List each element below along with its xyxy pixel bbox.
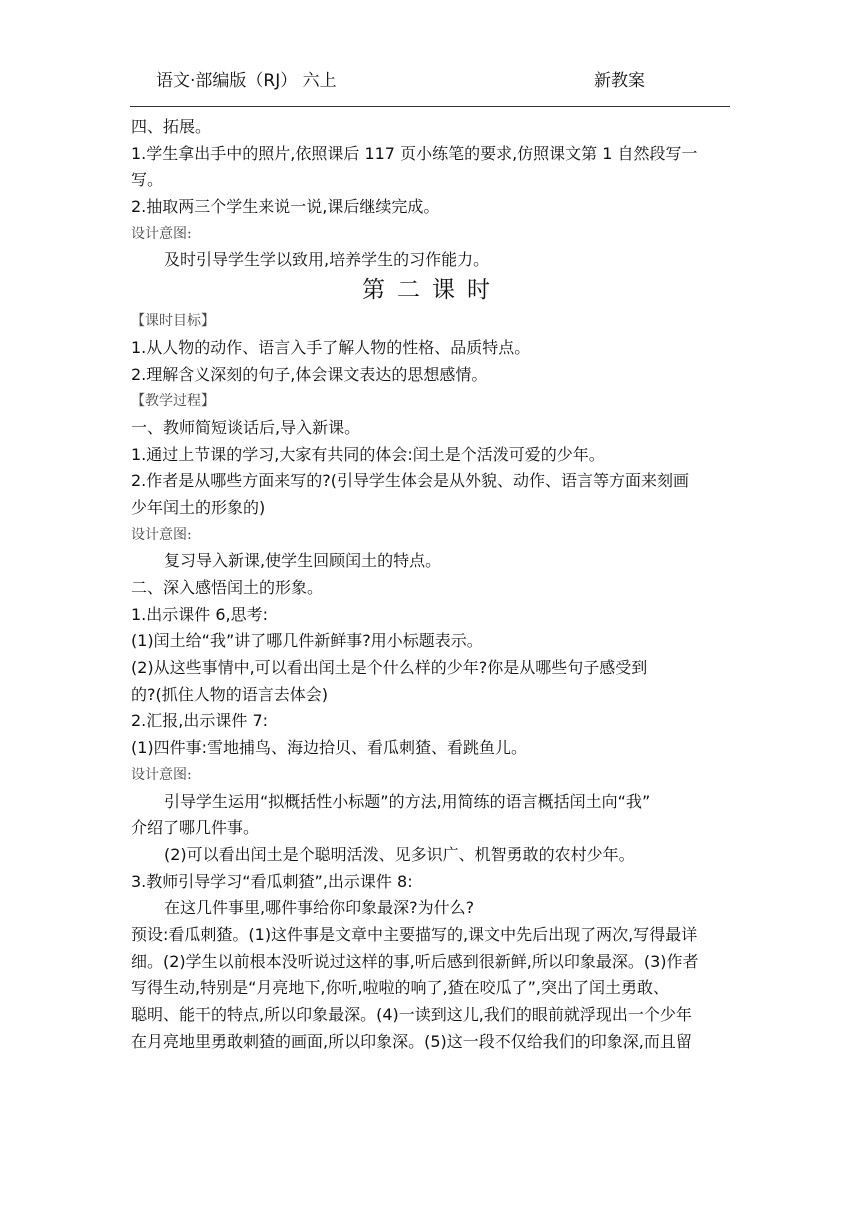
text-line: 细。(2)学生以前根本没听说过这样的事,听后感到很新鲜,所以印象最深。(3)作者 bbox=[131, 951, 699, 971]
header-doc-type: 新教案 bbox=[594, 71, 645, 91]
section-title: 第二课时 bbox=[362, 277, 502, 304]
text-line: 预设:看瓜刺猹。(1)这件事是文章中主要描写的,课文中先后出现了两次,写得最详 bbox=[131, 924, 698, 944]
text-line: 2.作者是从哪些方面来写的?(引导学生体会是从外貌、动作、语言等方面来刻画 bbox=[131, 471, 690, 491]
section-label: 设计意图: bbox=[131, 766, 192, 783]
text-line: 及时引导学生学以致用,培养学生的习作能力。 bbox=[164, 250, 490, 270]
text-line: 介绍了哪几件事。 bbox=[131, 818, 260, 838]
text-line: 2.汇报,出示课件 7: bbox=[131, 711, 269, 731]
section-label: 【课时目标】 bbox=[131, 313, 215, 330]
text-line: 少年闰土的形象的) bbox=[131, 497, 266, 517]
document-body bbox=[131, 114, 733, 1055]
text-line: 二、深入感悟闰土的形象。 bbox=[131, 578, 324, 597]
text-line: 在这几件事里,哪件事给你印象最深?为什么? bbox=[164, 898, 475, 918]
text-line: 复习导入新课,使学生回顾闰土的特点。 bbox=[164, 551, 442, 571]
text-line: 2.抽取两三个学生来说一说,课后继续完成。 bbox=[131, 197, 440, 217]
text-line: 聪明、能干的特点,所以印象最深。(4)一读到这儿,我们的眼前就浮现出一个少年 bbox=[131, 1005, 692, 1024]
text-line: 的?(抓住人物的语言去体会) bbox=[131, 684, 328, 704]
section-label: 设计意图: bbox=[131, 526, 192, 543]
text-line: 2.理解含义深刻的句子,体会课文表达的思想感情。 bbox=[131, 364, 488, 384]
text-line: 写。 bbox=[131, 170, 164, 190]
text-line: (2)可以看出闰土是个聪明活泼、见多识广、机智勇敢的农村少年。 bbox=[164, 844, 635, 864]
section-label: 【教学过程】 bbox=[131, 393, 215, 410]
text-line: (1)四件事:雪地捕鸟、海边拾贝、看瓜刺猹、看跳鱼儿。 bbox=[131, 738, 528, 758]
text-line: (1)闰土给“我”讲了哪几件新鲜事?用小标题表示。 bbox=[131, 631, 483, 651]
header-rule bbox=[130, 106, 730, 107]
header-subject: 语文·部编版（RJ） 六上 bbox=[156, 71, 337, 91]
text-line: 3.教师引导学习“看瓜刺猹”,出示课件 8: bbox=[131, 871, 413, 891]
text-line: 一、教师简短谈话后,导入新课。 bbox=[131, 417, 361, 437]
text-line: 1.出示课件 6,思考: bbox=[131, 604, 269, 624]
text-line: 引导学生运用“拟概括性小标题”的方法,用简练的语言概括闰土向“我” bbox=[164, 791, 651, 811]
text-line: (2)从这些事情中,可以看出闰土是个什么样的少年?你是从哪些句子感受到 bbox=[131, 658, 648, 678]
text-line: 1.从人物的动作、语言入手了解人物的性格、品质特点。 bbox=[131, 337, 531, 357]
text-line: 写得生动,特别是“月亮地下,你听,啦啦的响了,猹在咬瓜了”,突出了闰土勇敢、 bbox=[131, 978, 670, 998]
section-label: 设计意图: bbox=[131, 225, 192, 242]
text-line: 1.学生拿出手中的照片,依照课后 117 页小练笔的要求,仿照课文第 1 自然段写一 bbox=[131, 143, 698, 163]
text-line: 1.通过上节课的学习,大家有共同的体会:闰土是个活泼可爱的少年。 bbox=[131, 444, 605, 464]
text-line: 在月亮地里勇敢刺猹的画面,所以印象深。(5)这一段不仅给我们的印象深,而且留 bbox=[131, 1031, 692, 1051]
text-line: 四、拓展。 bbox=[131, 117, 212, 136]
